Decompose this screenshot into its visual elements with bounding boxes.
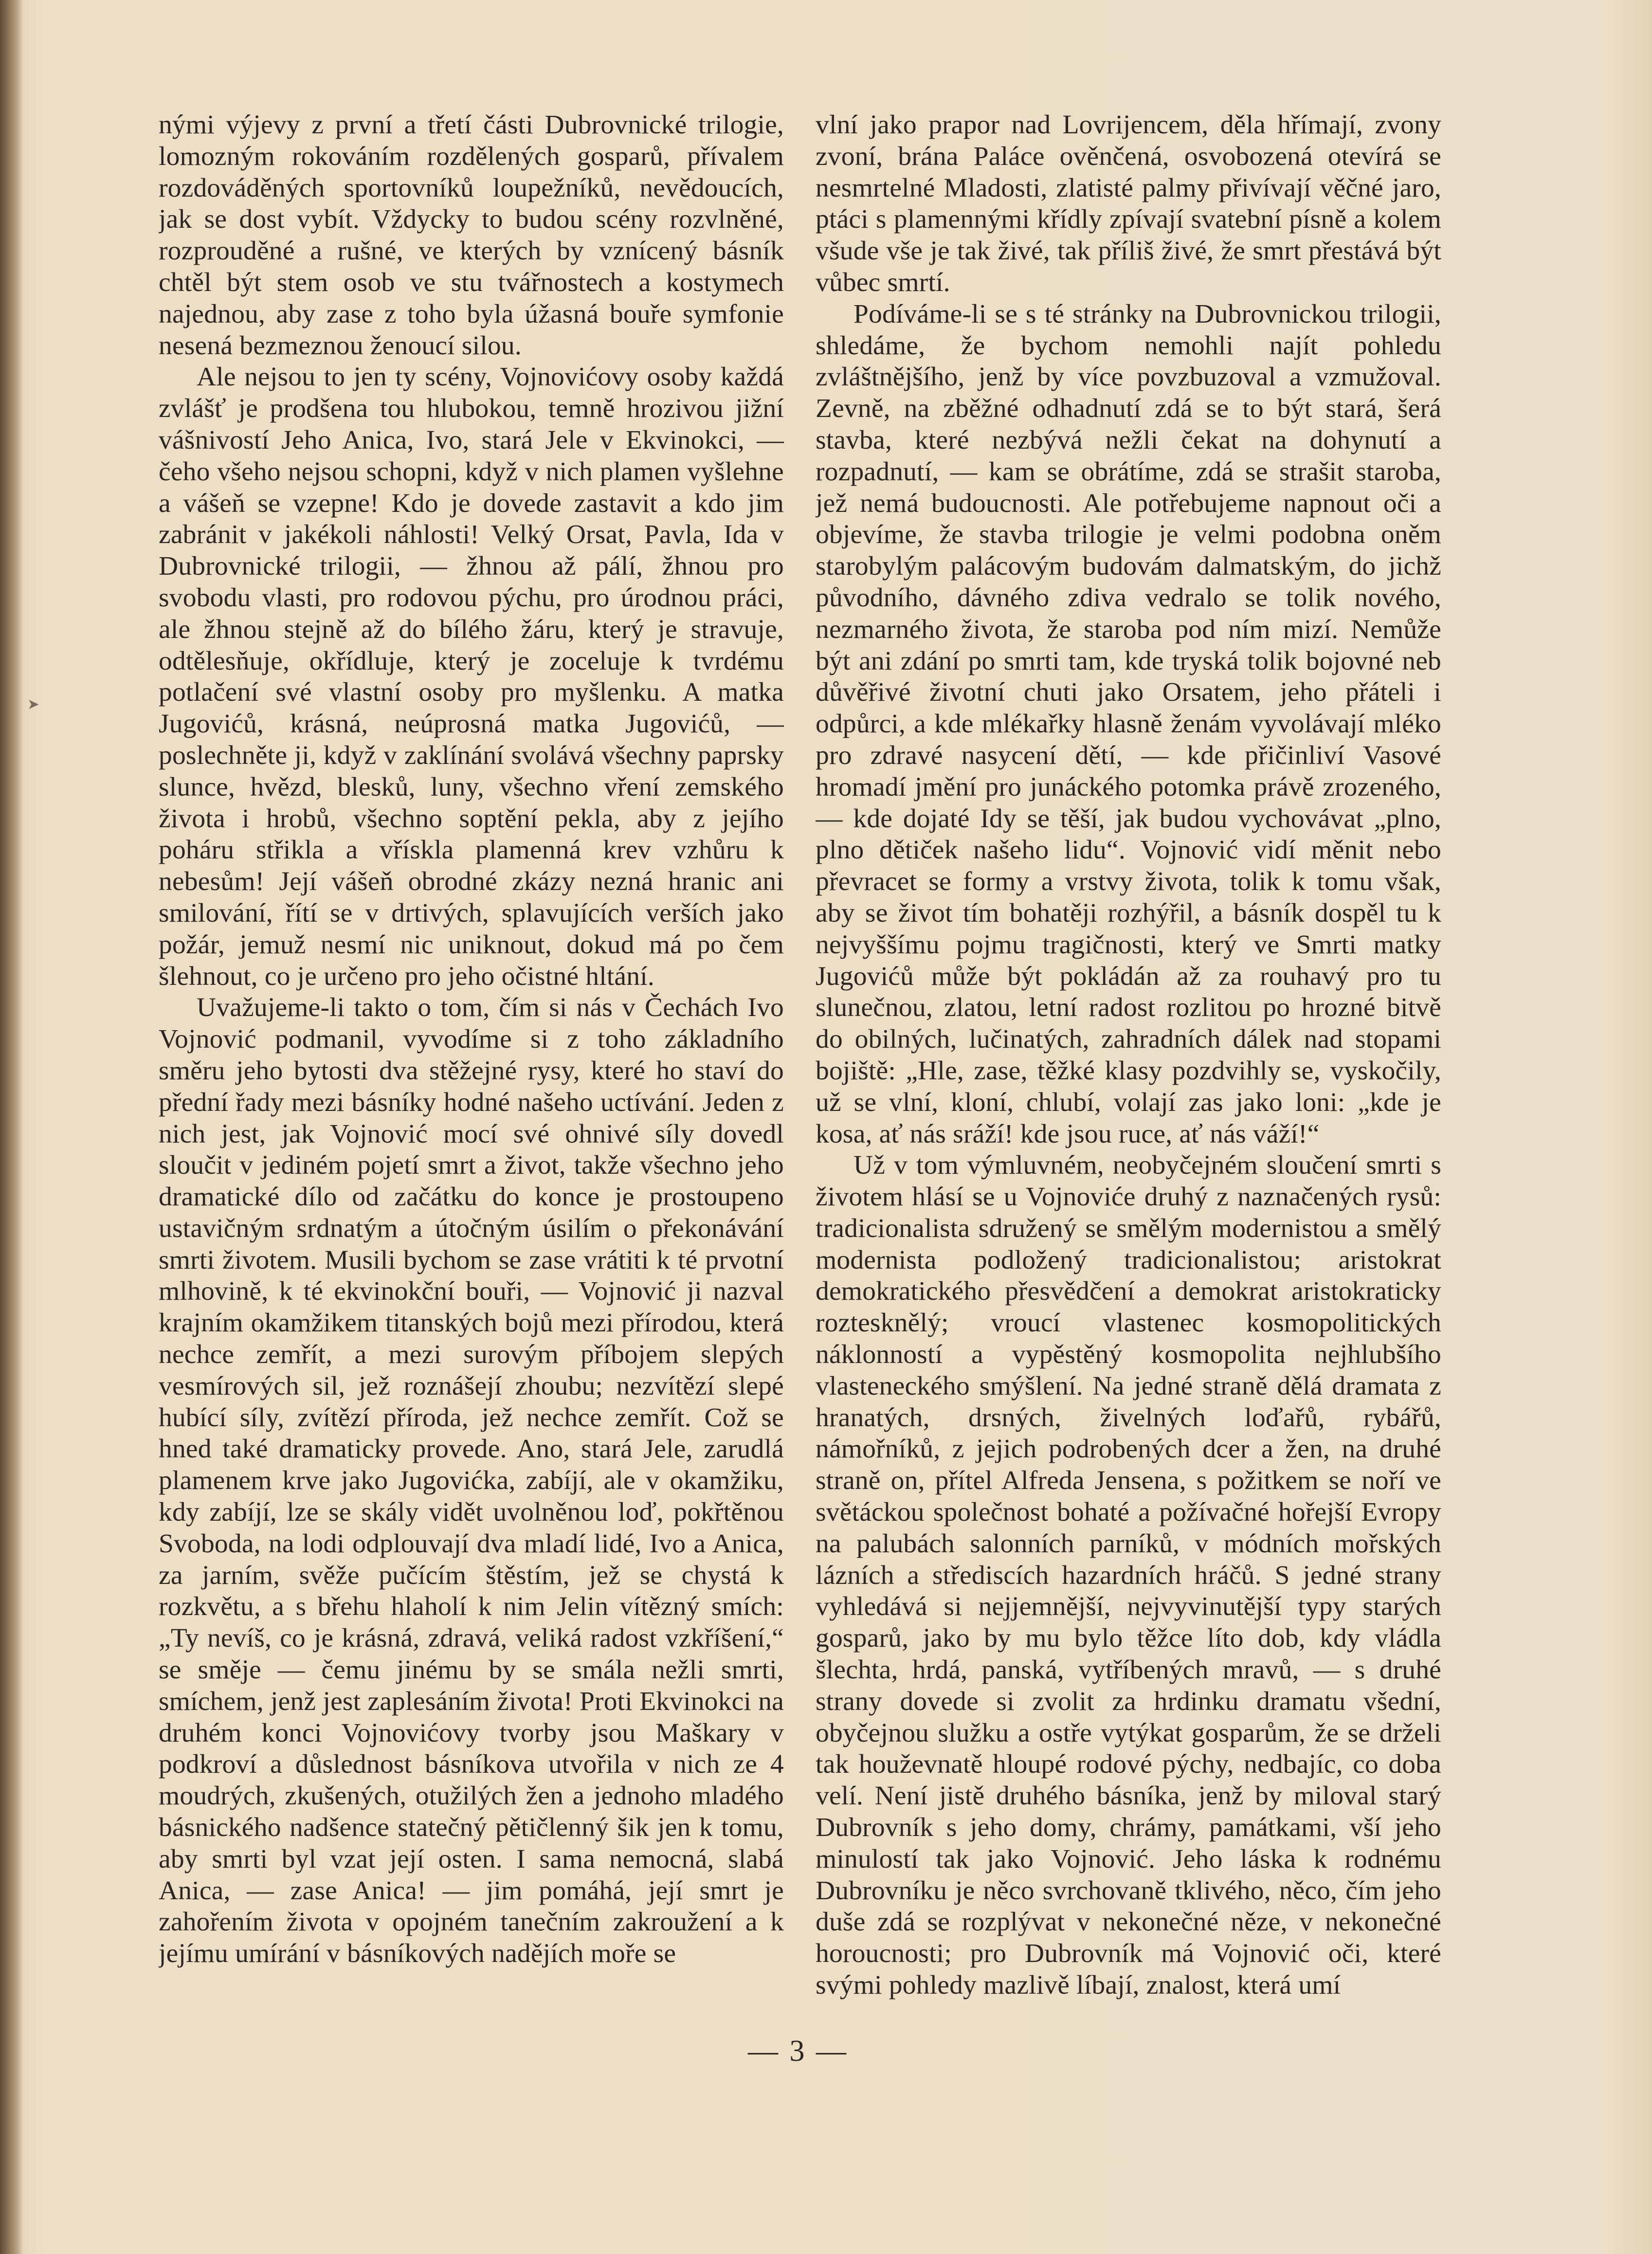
margin-mark-arrow-icon: ➤ xyxy=(27,696,40,713)
left-text-column xyxy=(159,109,784,2007)
book-binding-edge xyxy=(0,0,23,2254)
paragraph: Už v tom výmluvném, neobyčejném sloučení smrti s životem hlásí se u Vojnoviće druhý z naznačených rysů: tradicionalista sdružený se smělým modernistou a smělý modernista podložený tradicionalistou; aristokrat demokratického přesvědčení a demokrat aristokraticky roztesknělý; vroucí vlastenec kosmopolitických náklonností a vypěstěný kosmopolita nejhlubšího vlasteneckého smýšlení. Na jedné straně dělá dramata z hranatých, drsných, živelných loďařů, rybářů, námořníků, z jejich podrobených dcer a žen, na druhé straně on, přítel Alfreda Jensena, s požitkem se noří ve světáckou společnost bohaté a požívačné hořejší Evropy na palubách salonních parníků, v módních mořských lázních a střediscích hazardních hráčů. S jedné strany vyhledává si nejjemnější, nejvyvinutější typy starých gosparů, jako by mu bylo těžce líto dob, kdy vládla šlechta, hrdá, panská, vytříbených mravů, — s druhé strany dovede si zvolit za hrdinku dramatu všední, obyčejnou služku a ostře vytýkat gosparům, že se drželi tak houževnatě hloupé rodové pýchy, nedbajíc, co doba velí. Není jistě druhého básníka, jenž by miloval starý Dubrovník s jeho domy, chrámy, památkami, vší jeho minulostí tak jako Vojnović. Jeho láska k rodnému Dubrovníku je něco svrchovaně tklivého, něco, čím jeho duše zdá se rozplývat v nekonečné něze, v nekonečné horoucnosti; pro Dubrovník má Vojnović oči, které svými pohledy mazlivě líbají, znalost, která umí xyxy=(816,1150,1441,2000)
paragraph: Ale nejsou to jen ty scény, Vojnovićovy osoby každá zvlášť je prodšena tou hlubokou, temně hrozivou jižní vášnivostí Jeho Anica, Ivo, stará Jele v Ekvinokci, — čeho všeho nejsou schopni, když v nich plamen vyšlehne a vášeň se vzepne! Kdo je dovede zastavit a kdo jim zabránit v jakékoli náhlosti! Velký Orsat, Pavla, Ida v Dubrovnické trilogii, — žhnou až pálí, žhnou pro svobodu vlasti, pro rodovou pýchu, pro úrodnou práci, ale žhnou stejně až do bílého žáru, který je stravuje, odtělesňuje, okřídluje, který je zoceluje k tvrdému potlačení své vlastní osoby pro myšlenku. A matka Jugovićů, krásná, neúprosná matka Jugovićů, — poslechněte ji, když v zaklínání svolává všechny paprsky slunce, hvězd, blesků, luny, všechno vření zemského života i hrobů, všechno soptění pekla, aby z jejího poháru střikla a vřískla plamenná krev vzhůru k nebesům! Její vášeň obrodné zkázy nezná hranic ani smilování, řítí se v drtivých, splavujících verších jako požár, jemuž nesmí nic uniknout, dokud má po čem šlehnout, co je určeno pro jeho očistné hltání. xyxy=(159,362,784,991)
paragraph: Uvažujeme-li takto o tom, čím si nás v Čechách Ivo Vojnović podmanil, vyvodíme si z toho základního směru jeho bytosti dva stěžejné rysy, které ho staví do přední řady mezi básníky hodné našeho uctívání. Jeden z nich jest, jak Vojnović mocí své ohnivé síly dovedl sloučit v jediném pojetí smrt a život, takže všechno jeho dramatické dílo od začátku do konce je prostoupeno ustavičným srdnatým a útočným úsilím o překonávání smrti životem. Musili bychom se zase vrátiti k té prvotní mlhovině, k té ekvinokční bouři, — Vojnović ji nazval krajním okamžikem titanských bojů mezi přírodou, která nechce zemřít, a mezi surovým příbojem slepých vesmírových sil, jež roznášejí zhoubu; nezvítězí slepé hubící síly, zvítězí příroda, jež nechce zemřít. Což se hned také dramaticky provede. Ano, stará Jele, zarudlá plamenem krve jako Jugovićka, zabíjí, ale v okamžiku, kdy zabíjí, lze se skály vidět uvolněnou loď, pokřtěnou Svoboda, na lodi odplouvají dva mladí lidé, Ivo a Anica, za jarním, svěže pučícím štěstím, jež se chystá k rozkvětu, a s břehu hlaholí k nim Jelin vítězný smích: „Ty nevíš, co je krásná, zdravá, veliká radost vzkříšení,“ se směje — čemu jinému by se smála nežli smrti, smíchem, jenž jest zaplesáním života! Proti Ekvinokci na druhém konci Vojnovićovy tvorby jsou Maškary v podkroví a důslednost básníkova utvořila v nich ze 4 moudrých, zkušených, otužilých žen a jednoho mladého básnického nadšence statečný pětičlenný šik jen k tomu, aby smrti byl vzat její osten. I sama nemocná, slabá Anica, — zase Anica! — jim pomáhá, její smrt je zahořením života v opojném tanečním zakroužení a k jejímu umírání v básníkových nadějích moře se xyxy=(159,993,784,1969)
right-text-column xyxy=(816,109,1441,2007)
paragraph: vlní jako prapor nad Lovrijencem, děla hřímají, zvony zvoní, brána Paláce ověnčená, osvobozená otevírá se nesmrtelné Mladosti, zlatisté palmy přivívají věčné jaro, ptáci s plamennými křídly zpívají svatební písně a kolem všude vše je tak živé, tak příliš živé, že smrt přestává být vůbec smrtí. xyxy=(816,110,1441,297)
paragraph: nými výjevy z první a třetí části Dubrovnické trilogie, lomozným rokováním rozdělených gosparů, přívalem rozdováděných sportovníků loupežníků, nevědoucích, jak se dost vybít. Vždycky to budou scény rozvlněné, rozprouděné a rušné, ve kterých by vznícený básník chtěl být stem osob ve stu tvářnostech a kostymech najednou, aby zase z toho byla úžasná bouře symfonie nesená bezmeznou ženoucí silou. xyxy=(159,110,784,361)
paragraph: Podíváme-li se s té stránky na Dubrovnickou trilogii, shledáme, že bychom nemohli najít pohledu zvláštnějšího, jenž by více povzbuzoval a vzmužoval. Zevně, na zběžné odhadnutí zdá se to být stará, šerá stavba, které nezbývá nežli čekat na dohynutí a rozpadnutí, — kam se obrátíme, zdá se strašit staroba, jež nemá budoucnosti. Ale potřebujeme napnout oči a objevíme, že stavba trilogie je velmi podobna oněm starobylým palácovým budovám dalmatským, do jichž původního, dávného zdiva vedralo se tolik nového, nezmarného života, že staroba pod ním mizí. Nemůže být ani zdání po smrti tam, kde tryská tolik bojovné neb důvěřivé životní chuti jako Orsatem, jeho přáteli i odpůrci, a kde mlékařky hlasně ženám vyvolávají mléko pro zdravé nasycení dětí, — kde přičinliví Vasové hromadí jmění pro junáckého potomka právě zrozeného, — kde dojaté Idy se těší, jak budou vychovávat „plno, plno dětiček našeho lidu“. Vojnović vidí měnit nebo převracet se formy a vrstvy života, tolik k tomu však, aby se život tím bohatěji rozhýřil, a básník dospěl tu k nejvyššímu pojmu tragičnosti, který ve Smrti matky Jugovićů může být pokládán až za rouhavý pro tu slunečnou, zlatou, letní radost rozlitou po hrozné bitvě do obilných, lučinatých, zahradních dálek nad stopami bojiště: „Hle, zase, těžké klasy pozdvihly se, vyskočily, už se vlní, kloní, chlubí, volají zas jako loni: „kde je kosa, ať nás sráží! kde jsou ruce, ať nás váží!“ xyxy=(816,299,1441,1149)
page-number: — 3 — xyxy=(748,2035,848,2068)
